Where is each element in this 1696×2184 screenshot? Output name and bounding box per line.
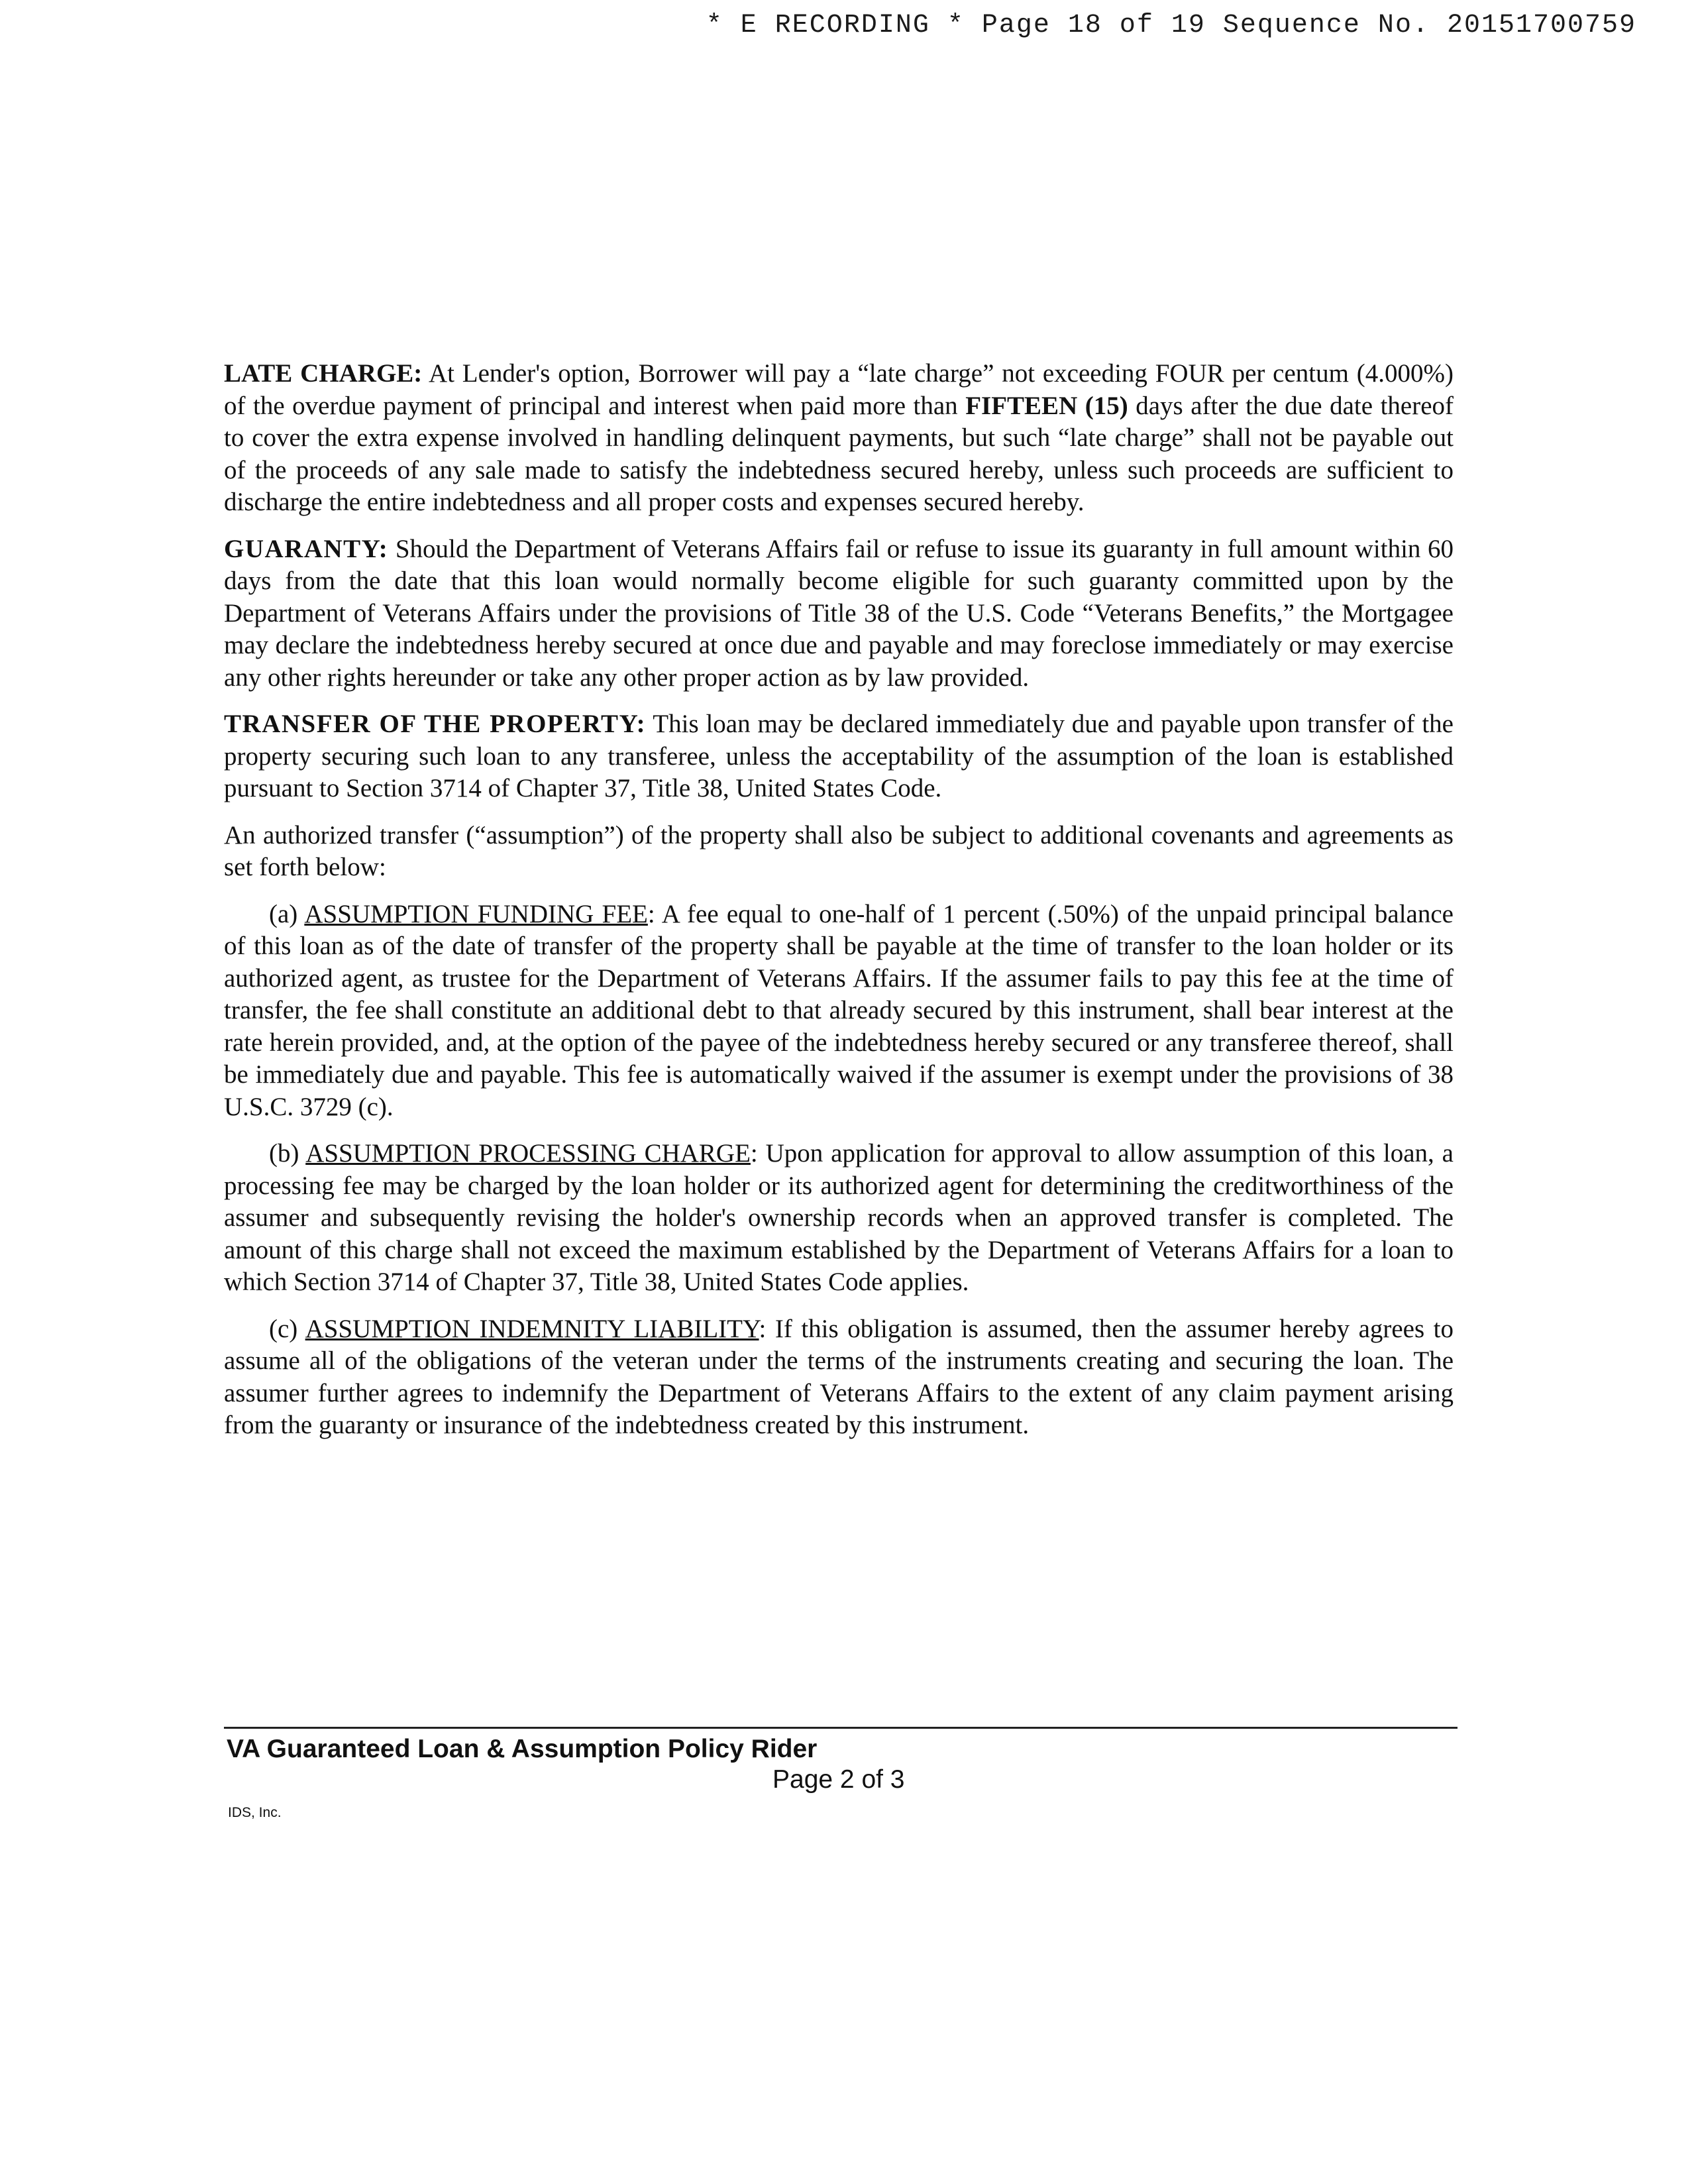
late-charge-paragraph <box>224 358 1454 519</box>
footer-title: VA Guaranteed Loan & Assumption Policy Rider <box>227 1735 818 1763</box>
clause-a-text: : A fee equal to one-half of 1 percent (.50%) of the unpaid principal balance of this loan as of the date of transfer of the property shall be payable at the time of transfer to the loan holder or its authorized agent, as trustee for the Department of Veterans Affairs. If the assumer fails to pay this fee at the time of transfer, the fee shall constitute an additional debt to that already secured by this instrument, shall bear interest at the rate herein provided, and, at the option of the payee of the indebtedness hereby secured or any transferee thereof, shall be immediately due and payable. This fee is automatically waived if the assumer is exempt under the provisions of 38 U.S.C. 3729 (c). <box>224 899 1454 1121</box>
clause-c-text: : If this obligation is assumed, then the assumer hereby agrees to assume all of the obligations of the veteran under the terms of the instruments creating and securing the loan. The assumer further agrees to indemnify the Department of Veterans Affairs to the extent of any claim payment arising from the guaranty or insurance of the indebtedness created by this instrument. <box>224 1314 1454 1439</box>
footer-company: IDS, Inc. <box>228 1805 282 1820</box>
late-charge-text-1: At Lender's option, Borrower will pay a “late charge” not exceeding FOUR per centum (4.000%) of the overdue payment of principal and interest when paid more than <box>224 359 1454 420</box>
clause-b-paragraph <box>224 1138 1454 1299</box>
footer-divider <box>224 1727 1458 1729</box>
guaranty-text: Should the Department of Veterans Affairs fail or refuse to issue its guaranty in full amount within 60 days from the date that this loan would normally become eligible for such guaranty committed upon by the Department of Veterans Affairs under the provisions of Title 38 of the U.S. Code “Veterans Benefits,” the Mortgagee may declare the indebtedness hereby secured at once due and payable and may foreclose immediately or may exercise any other rights hereunder or take any other proper action as by law provided. <box>224 534 1454 692</box>
clause-c-paragraph <box>224 1313 1454 1442</box>
clause-c-marker: (c) <box>269 1314 305 1343</box>
transfer-text: This loan may be declared immediately due and payable upon transfer of the property securing such loan to any transferee, unless the acceptability of the assumption of the loan is established pursuant to Section 3714 of Chapter 37, Title 38, United States Code. <box>224 710 1454 802</box>
guaranty-heading: GUARANTY: <box>224 534 389 563</box>
clause-b-marker: (b) <box>269 1139 306 1168</box>
authorized-transfer-paragraph: An authorized transfer (“assumption”) of the property shall also be subject to additional covenants and agreements as set forth below: <box>224 820 1454 881</box>
late-charge-heading: LATE CHARGE: <box>224 359 423 388</box>
late-charge-days: FIFTEEN (15) <box>965 391 1128 420</box>
guaranty-paragraph <box>224 533 1454 694</box>
late-charge-text-2: days after the due date thereof to cover the extra expense involved in handling delinquent payments, but such “late charge” shall not be payable out of the proceeds of any sale made to satisfy the indebtedness secured hereby, unless such proceeds are sufficient to discharge the entire indebtedness and all proper costs and expenses secured hereby. <box>224 391 1454 516</box>
footer-page-number: Page 2 of 3 <box>772 1765 905 1794</box>
clause-a-marker: (a) <box>269 899 305 928</box>
clause-b-text: : Upon application for approval to allow assumption of this loan, a processing fee may be charged by the loan holder or its authorized agent for determining the creditworthiness of the assumer and subsequently revising the holder's ownership records when an approved transfer is completed. The amount of this charge shall not exceed the maximum established by the Department of Veterans Affairs for a loan to which Section 3714 of Chapter 37, Title 38, United States Code applies. <box>224 1139 1454 1296</box>
recording-header: * E RECORDING * Page 18 of 19 Sequence No. 20151700759 <box>706 11 1636 40</box>
transfer-paragraph <box>224 708 1454 805</box>
clause-a-paragraph <box>224 899 1454 1124</box>
clause-c-title: ASSUMPTION INDEMNITY LIABILITY <box>305 1314 759 1343</box>
clause-b-title: ASSUMPTION PROCESSING CHARGE <box>305 1139 751 1168</box>
document-body <box>224 358 1454 1456</box>
transfer-heading: TRANSFER OF THE PROPERTY: <box>224 710 647 738</box>
clause-a-title: ASSUMPTION FUNDING FEE <box>304 899 648 928</box>
